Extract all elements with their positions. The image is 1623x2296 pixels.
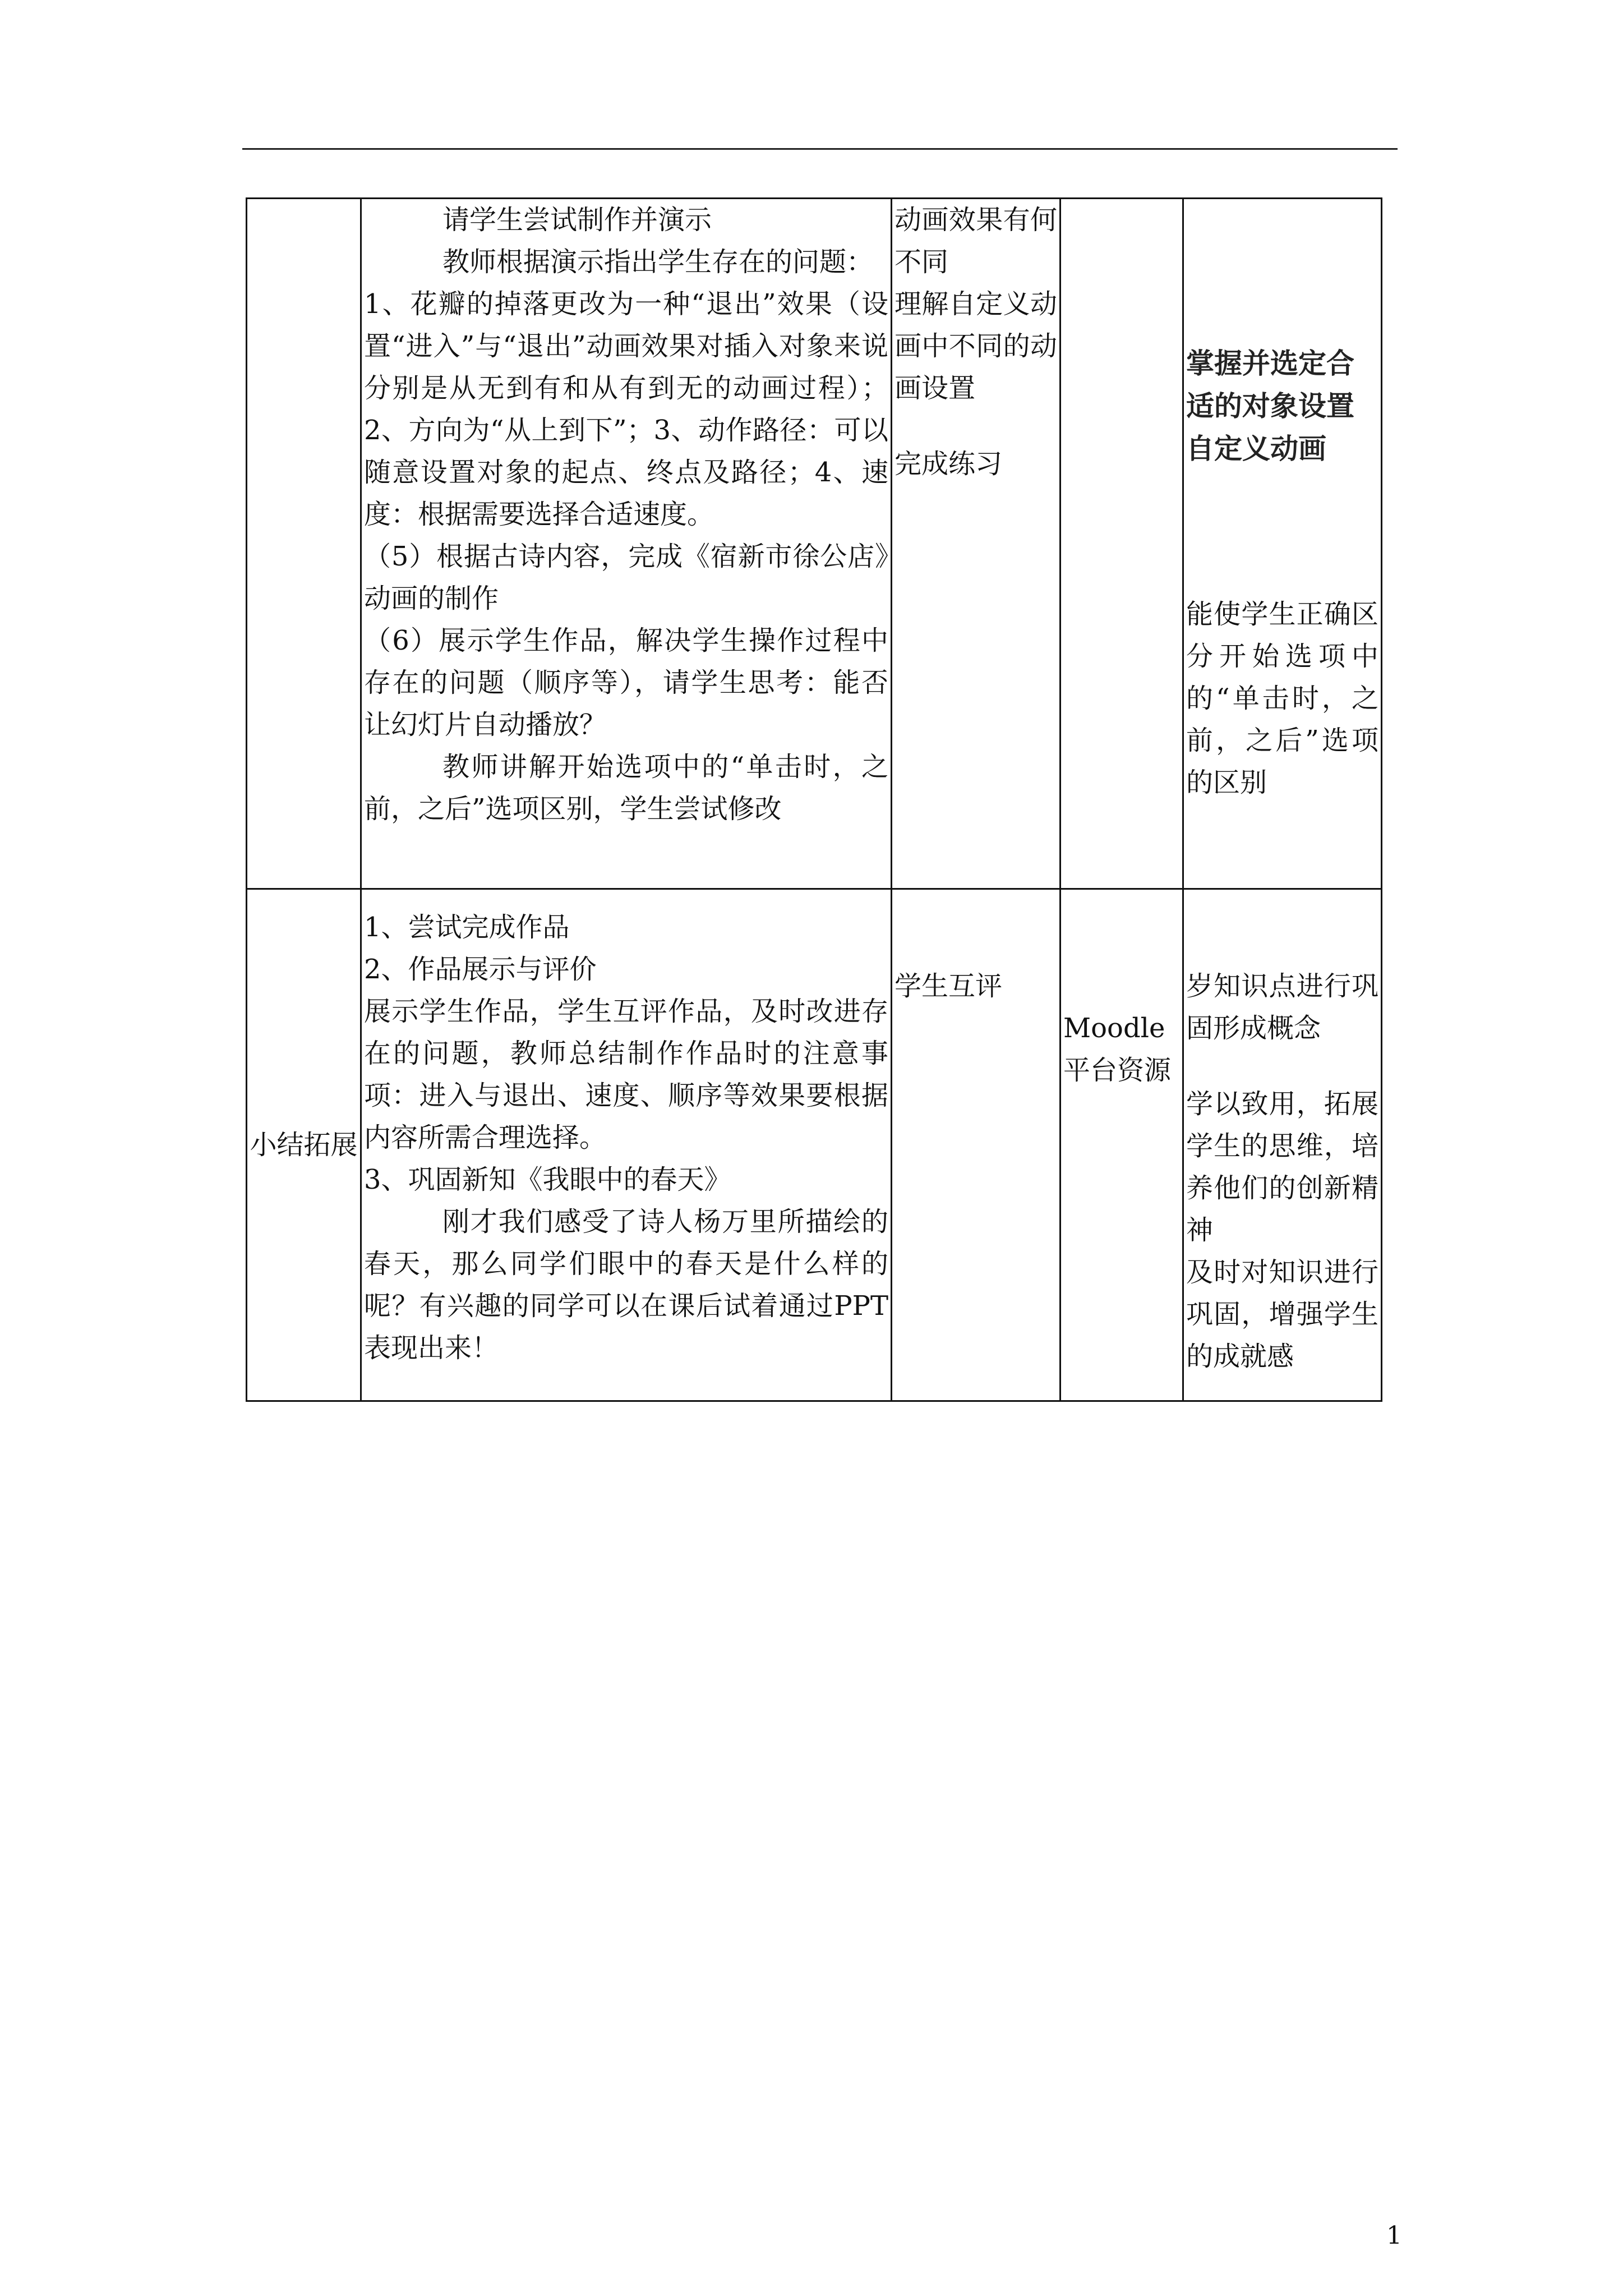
paragraph: 理解自定义动画中不同的动画设置 (895, 288, 1057, 404)
table-row (247, 889, 1382, 1401)
paragraph: 掌握并选定合适的对象设置自定义动画 (1186, 347, 1354, 465)
paragraph: 学生互评 (895, 970, 1003, 1002)
paragraph: 学以致用，拓展学生的思维，培养他们的创新精神 (1186, 1088, 1378, 1246)
stage-cell (247, 199, 361, 889)
intent-cell (1183, 199, 1382, 889)
resources-cell (1061, 889, 1183, 1401)
paragraph: Moodle平台资源 (1063, 1013, 1172, 1086)
paragraph: 动画效果有何不同 (895, 204, 1057, 278)
paragraph: 及时对知识进行巩固，增强学生的成就感 (1186, 1257, 1378, 1372)
student-activity-cell (892, 199, 1061, 889)
paragraph: 3、巩固新知《我眼中的春天》 (364, 1164, 731, 1195)
table-row (247, 199, 1382, 889)
paragraph: （6）展示学生作品，解决学生操作过程中存在的问题（顺序等），请学生思考：能否让幻灯片自动播放？ (364, 625, 888, 740)
paragraph: 2、作品展示与评价 (364, 954, 597, 985)
paragraph: 1、花瓣的掉落更改为一种“退出”效果（设置“进入”与“退出”动画效果对插入对象来说分别是从无到有和从有到无的动画过程）；2、方向为“从上到下”；3、动作路径：可以随意设置对象的起点、终点及路径；4、速度：根据需要选择合适速度。 (364, 288, 888, 530)
student-activity-cell (892, 889, 1061, 1401)
paragraph: （5）根据古诗内容，完成《宿新市徐公店》动画的制作 (364, 541, 888, 614)
paragraph: 教师讲解开始选项中的“单击时，之前，之后”选项区别，学生尝试修改 (364, 751, 888, 825)
paragraph: 能使学生正确区分开始选项中的“单击时，之前，之后”选项的区别 (1186, 599, 1378, 798)
header-rule (242, 148, 1398, 150)
paragraph: 请学生尝试制作并演示 (442, 204, 712, 236)
paragraph: 完成练习 (895, 448, 1003, 480)
paragraph: 教师根据演示指出学生存在的问题： (442, 246, 874, 278)
teacher-activity-cell (361, 889, 892, 1401)
lesson-plan-table (246, 197, 1382, 1402)
resources-cell (1061, 199, 1183, 889)
stage-cell: 小结拓展 (247, 889, 361, 1401)
intent-cell (1183, 889, 1382, 1401)
paragraph: 展示学生作品，学生互评作品，及时改进存在的问题，教师总结制作作品时的注意事项：进入与退出、速度、顺序等效果要根据内容所需合理选择。 (364, 996, 888, 1153)
paragraph: 1、尝试完成作品 (364, 912, 570, 943)
teacher-activity-cell (361, 199, 892, 889)
paragraph: 岁知识点进行巩固形成概念 (1186, 970, 1378, 1044)
paragraph: 刚才我们感受了诗人杨万里所描绘的春天，那么同学们眼中的春天是什么样的呢？有兴趣的同学可以在课后试着通过PPT表现出来！ (364, 1206, 888, 1364)
page-number: 1 (1386, 2221, 1402, 2250)
